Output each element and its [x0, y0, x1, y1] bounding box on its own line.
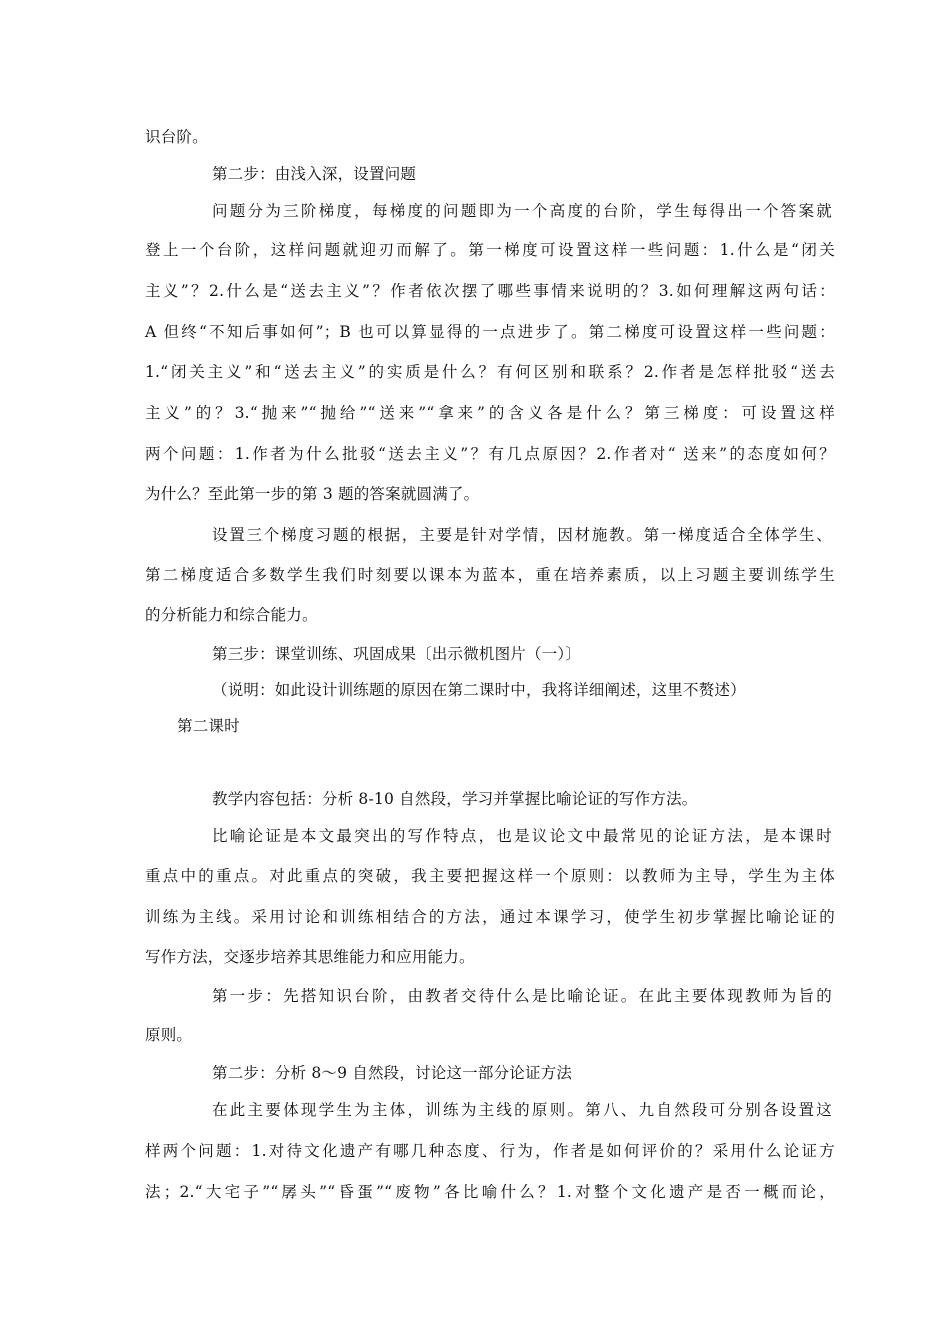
step-heading: 第三步：课堂训练、巩固成果〔出示微机图片（一）〕: [212, 645, 582, 663]
text-line: 问题分为三阶梯度，每梯度的问题即为一个高度的台阶，学生每得出一个答案就: [212, 202, 832, 220]
text-line: 设置三个梯度习题的根据，主要是针对学情，因材施教。第一梯度适合全体学生、: [212, 526, 832, 544]
text-line: A 但终“不知后事如何”；B 也可以算显得的一点进步了。第二梯度可设置这样一些问题：: [145, 323, 835, 341]
text-line: 训练为主线。采用讨论和训练相结合的方法，通过本课学习，使学生初步掌握比喻论证的: [145, 908, 835, 926]
note-line: （说明：如此设计训练题的原因在第二课时中，我将详细阐述，这里不赘述）: [212, 681, 746, 699]
section-title: 第二课时: [177, 717, 240, 735]
text-line: 为什么？至此第一步的第 3 题的答案就圆满了。: [145, 485, 480, 503]
text-line: 教学内容包括：分析 8-10 自然段，学习并掌握比喻论证的写作方法。: [212, 790, 698, 808]
step-heading: 第一步：先搭知识台阶，由教者交待什么是比喻论证。在此主要体现教师为旨的: [212, 987, 832, 1005]
text-line: 样两个问题：1.对待文化遗产有哪几种态度、行为，作者是如何评价的？采用什么论证方: [145, 1142, 835, 1160]
text-line: 比喻论证是本文最突出的写作特点，也是议论文中最常见的论证方法，是本课时: [212, 827, 832, 845]
text-line: 法；2.“大宅子”“孱头”“昏蛋”“废物”各比喻什么？1.对整个文化遗产是否一概而论，: [145, 1183, 835, 1201]
text-line: 1.“闭关主义”和“送去主义”的实质是什么？有何区别和联系？2.作者是怎样批驳“送去: [145, 363, 835, 381]
text-line: 在此主要体现学生为主体，训练为主线的原则。第八、九自然段可分别各设置这: [212, 1101, 832, 1119]
text-line: 识台阶。: [145, 128, 208, 146]
step-heading: 第二步：分析 8～9 自然段，讨论这一部分论证方法: [212, 1064, 573, 1082]
text-line: 写作方法，交逐步培养其思维能力和应用能力。: [145, 948, 475, 966]
text-line: 两个问题：1.作者为什么批驳“送去主义”？有几点原因？2.作者对“ 送来”的态度如何？: [145, 445, 835, 463]
text-line: 原则。: [145, 1026, 193, 1044]
text-line: 第二梯度适合多数学生我们时刻要以课本为蓝本，重在培养素质，以上习题主要训练学生: [145, 566, 835, 584]
step-heading: 第二步：由浅入深，设置问题: [212, 165, 417, 183]
text-line: 登上一个台阶，这样问题就迎刃而解了。第一梯度可设置这样一些问题：1.什么是“闭关: [145, 241, 835, 259]
text-line: 重点中的重点。对此重点的突破，我主要把握这样一个原则：以教师为主导，学生为主体: [145, 867, 835, 885]
text-line: 主义”？2.什么是“送去主义”？作者依次摆了哪些事情来说明的？3.如何理解这两句话：: [145, 282, 835, 300]
text-line: 主义”的？3.“抛来”“抛给”“送来”“拿来”的含义各是什么？第三梯度：可设置这样: [145, 404, 835, 422]
text-line: 的分析能力和综合能力。: [145, 606, 318, 624]
